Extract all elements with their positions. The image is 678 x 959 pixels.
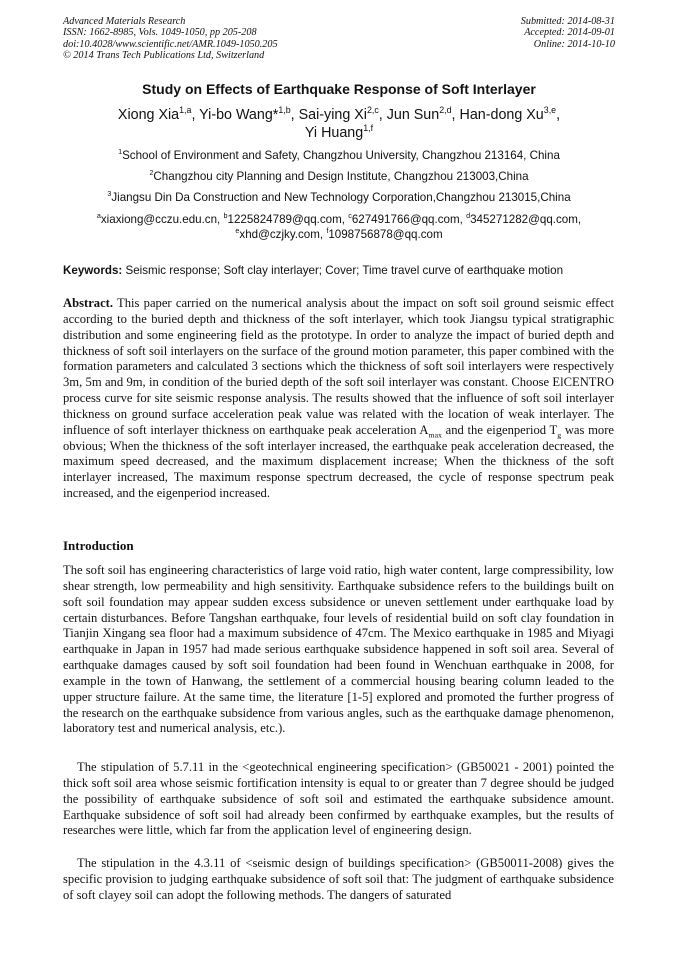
doi-line[interactable]: doi:10.4028/www.scientific.net/AMR.1049-1050.205 [63, 38, 278, 50]
keywords-line [63, 264, 623, 277]
keywords-label: Keywords: [63, 264, 123, 277]
affiliation-mark: 1 [118, 147, 123, 157]
email-mark: a [96, 211, 101, 221]
affiliation-text: Jiangsu Din Da Construction and New Technology Corporation,Changzhou 213015,China [111, 191, 571, 204]
email-mark: d [466, 211, 471, 221]
email-mark: c [348, 211, 352, 221]
author-affiliation-mark: 1,b [278, 105, 291, 116]
accepted-date: Accepted: 2014-09-01 [524, 27, 615, 39]
keywords-text: Seismic response; Soft clay interlayer; Cover; Time travel curve of earthquake motion [122, 264, 564, 277]
introduction-heading: Introduction [63, 538, 134, 553]
author-name: Yi-bo Wang* [199, 107, 279, 123]
email-mark: e [235, 226, 240, 236]
journal-name: Advanced Materials Research [63, 16, 186, 27]
issn-line: ISSN: 1662-8985, Vols. 1049-1050, pp 205-208 [63, 27, 257, 39]
body-paragraph: The soft soil has engineering characteristics of large void ratio, high water content, large compressibility, low shear strength, low permeability and high sensitivity. Earthquake subsidence refers to the buildings built on soft soil foundation may appear sudden excess subsidence or uneven settlement under earthquake load by certain disturbances. Before Tangshan earthquake, four levels of residential build on soft clay foundation in Tianjin Xingang sea floor had a maximum subsidence of 47cm. The Mexico earthquake in 1985 and Miyagi earthquake in Japan in 1957 had made serious earthquake subsidence happened in soft soil area. Several of earthquake damages caused by soft soil foundation had been found in Wenchuan earthquake in 2008, for example in the town of Hanwang, the settlement of a commercial housing bearing column leaded to the upper structure failure. At the same time, the literature [1-5] explored and promoted the further progress of the research on the earthquake subsidence from various angles, such as the earthquake damage phenomenon, laboratory test and numerical analysis, etc.). [63, 563, 614, 736]
abstract-text-part: was more obvious; When the thickness of the soft interlayer increased, the earthquake peak acceleration decreased, the maximum speed decreased, and the maximum displacement increase; When the thickness of the soft interlayer increased, The maximum response spectrum decreased, the cycle of response spectrum peak increased, and the eigenperiod increased. [63, 422, 615, 501]
affiliation-text: Changzhou city Planning and Design Institute, Changzhou 213003,China [153, 170, 529, 183]
affiliation-mark: 3 [107, 189, 112, 199]
dates-header [521, 16, 615, 50]
email-list [30, 212, 648, 242]
email-address[interactable]: 1225824789@qq.com, [227, 213, 349, 226]
author-separator: , [451, 107, 460, 123]
affiliation-text: School of Environment and Safety, Changzhou University, Changzhou 213164, China [122, 149, 560, 162]
author-separator: , [290, 107, 299, 123]
abstract-paragraph [63, 296, 614, 502]
journal-header [63, 16, 278, 62]
email-mark: f [326, 226, 329, 236]
author-affiliation-mark: 1,a [179, 105, 192, 116]
author-name: Sai-ying Xi [298, 107, 367, 123]
abstract-label: Abstract. [63, 296, 114, 310]
submitted-date: Submitted: 2014-08-31 [520, 16, 615, 27]
author-name: Yi Huang [304, 125, 364, 141]
email-address[interactable]: xhd@czjky.com, [239, 228, 327, 241]
online-date: Online: 2014-10-10 [533, 38, 615, 50]
affiliation-1 [30, 149, 648, 162]
email-address[interactable]: 1098756878@qq.com [328, 228, 443, 241]
body-paragraph: The stipulation in the 4.3.11 of <seismic design of buildings specification> (GB50011-2008) gives the specific provision to judging earthquake subsidence of soft soil that: The judgment of earthquake subsidence of soft clayey soil can adopt the following methods. The dangers of saturated [63, 856, 614, 902]
affiliation-3 [30, 191, 648, 204]
author-affiliation-mark: 2,c [366, 105, 379, 116]
copyright-line: © 2014 Trans Tech Publications Ltd, Switzerland [63, 50, 265, 62]
email-mark: b [223, 211, 228, 221]
author-affiliation-mark: 1,f [363, 123, 374, 134]
body-paragraph: The stipulation of 5.7.11 in the <geotechnical engineering specification> (GB50021 - 2001) pointed the thick soft soil area whose seismic fortification intensity is equal to or greater than 7 degree should be judged the possibility of earthquake subsidence of soft soil and estimated the earthquake subsidence amount. Earthquake subsidence of soft soil had already been confirmed by earthquake examples, but the results of researches were little, which far from the application level of engineering design. [63, 760, 614, 838]
email-address[interactable]: 627491766@qq.com, [351, 213, 467, 226]
amax-subscript: max [428, 430, 442, 440]
abstract-text-part: and the eigenperiod T [441, 422, 558, 437]
author-affiliation-mark: 2,d [439, 105, 452, 116]
paper-title: Study on Effects of Earthquake Response of Soft Interlayer [142, 81, 536, 97]
affiliation-mark: 2 [149, 168, 154, 178]
author-name: Han-dong Xu [459, 107, 544, 123]
author-separator: , [556, 107, 561, 123]
author-list [50, 106, 628, 142]
affiliation-2 [30, 170, 648, 183]
email-address[interactable]: 345271282@qq.com, [470, 213, 582, 226]
author-separator: , [378, 107, 387, 123]
author-separator: , [191, 107, 200, 123]
author-name: Jun Sun [386, 107, 440, 123]
email-address[interactable]: xiaxiong@cczu.edu.cn, [100, 213, 224, 226]
tg-subscript: g [557, 430, 562, 440]
author-name: Xiong Xia [117, 107, 180, 123]
abstract-text-part: This paper carried on the numerical analysis about the impact on soft soil ground seismic effect according to the buried depth and thickness of the soft interlayer, which took Jiangsu typical stratigraphic distribution and some engineering field as the prototype. In order to analyze the impact of buried depth and thickness of soft soil interlayers on the surface of the ground motion parameter, this paper combined with the formation parameters and calculated 3 sections which the thickness of soft soil interlayers were respectively 3m, 5m and 9m, in condition of the buried depth of the soft soil interlayer was constant. Choose ElCENTRO process curve for site seismic response analysis. The results showed that the influence of soft soil interlayer thickness on ground surface acceleration peak value was related with the location of weak interlayer. The influence of soft interlayer thickness on earthquake peak acceleration A [63, 296, 614, 437]
author-affiliation-mark: 3,e [543, 105, 557, 116]
